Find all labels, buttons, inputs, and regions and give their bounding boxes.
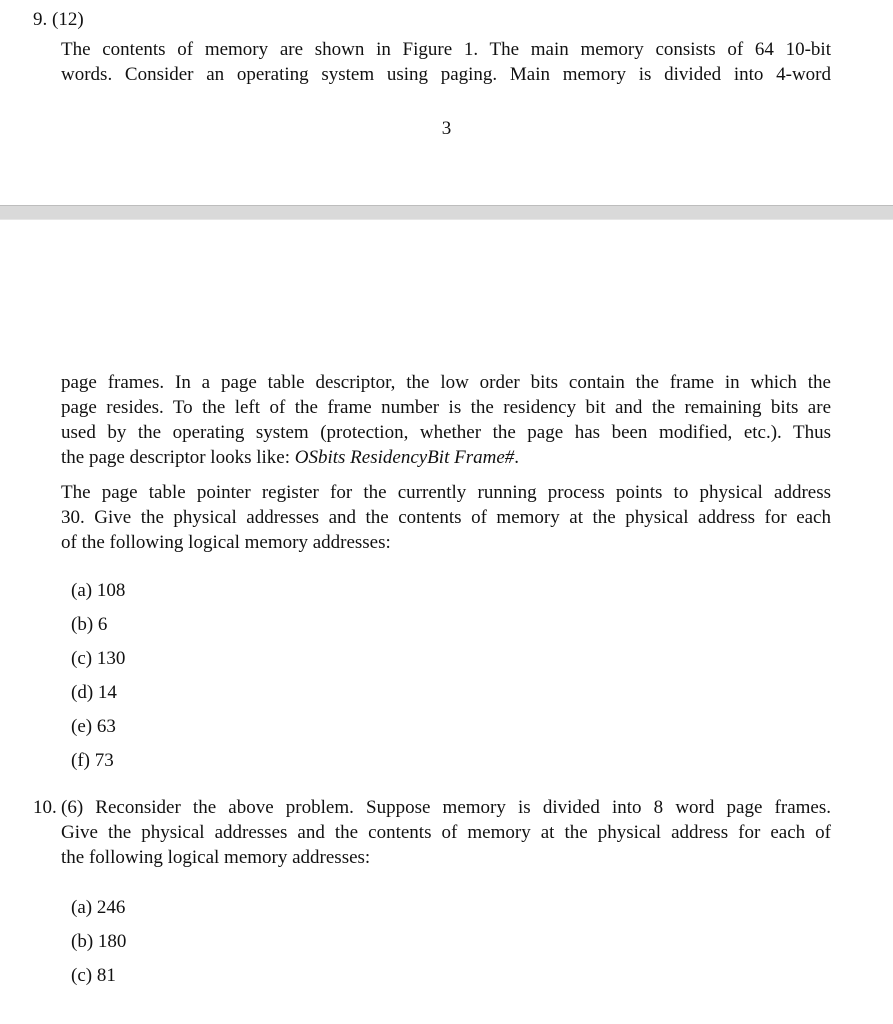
paragraph-line: Give the physical addresses and the contents of memory at the physical address for each of xyxy=(61,822,831,843)
paragraph-line: words. Consider an operating system using paging. Main memory is divided into 4-word xyxy=(61,64,831,85)
page-bottom-section xyxy=(0,220,893,1024)
list-item: (f) 73 xyxy=(71,750,114,771)
paragraph-line: used by the operating system (protection, whether the page has been modified, etc.). Thus xyxy=(61,422,831,443)
paragraph-line: The contents of memory are shown in Figure 1. The main memory consists of 64 10-bit xyxy=(61,39,831,60)
descriptor-formula: OSbits ResidencyBit Frame# xyxy=(294,447,515,468)
question-10-paragraph xyxy=(61,795,831,870)
list-item: (d) 14 xyxy=(71,682,117,703)
question-9-paragraph-3 xyxy=(61,480,831,555)
paragraph-line: the page descriptor looks like: xyxy=(61,447,295,468)
list-item: (a) 108 xyxy=(71,580,126,601)
list-item: (b) 6 xyxy=(71,614,108,635)
page-top-section xyxy=(0,0,893,205)
paragraph-line: The page table pointer register for the currently running process points to physical address xyxy=(61,482,831,503)
page-break-divider xyxy=(0,205,893,220)
list-item: (b) 180 xyxy=(71,931,127,952)
paragraph-line: of the following logical memory addresses: xyxy=(61,532,391,553)
paragraph-line: page resides. To the left of the frame number is the residency bit and the remaining bits are xyxy=(61,397,831,418)
list-item: (c) 81 xyxy=(71,965,116,986)
question-9-paragraph-2 xyxy=(61,370,831,470)
descriptor-period: . xyxy=(514,447,520,468)
paragraph-line: 30. Give the physical addresses and the contents of memory at the physical address for each xyxy=(61,507,831,528)
question-9-paragraph-1 xyxy=(61,37,831,87)
paragraph-line: (6) Reconsider the above problem. Suppose memory is divided into 8 word page frames. xyxy=(61,797,831,818)
paragraph-line: page frames. In a page table descriptor, the low order bits contain the frame in which the xyxy=(61,372,831,393)
list-item: (e) 63 xyxy=(71,716,116,737)
list-item: (c) 130 xyxy=(71,648,126,669)
question-9-header: 9. (12) xyxy=(33,9,84,30)
page-number: 3 xyxy=(441,118,452,139)
list-item: (a) 246 xyxy=(71,897,126,918)
paragraph-line: the following logical memory addresses: xyxy=(61,847,371,868)
descriptor-line xyxy=(61,445,831,470)
question-10-number: 10. xyxy=(33,797,57,818)
